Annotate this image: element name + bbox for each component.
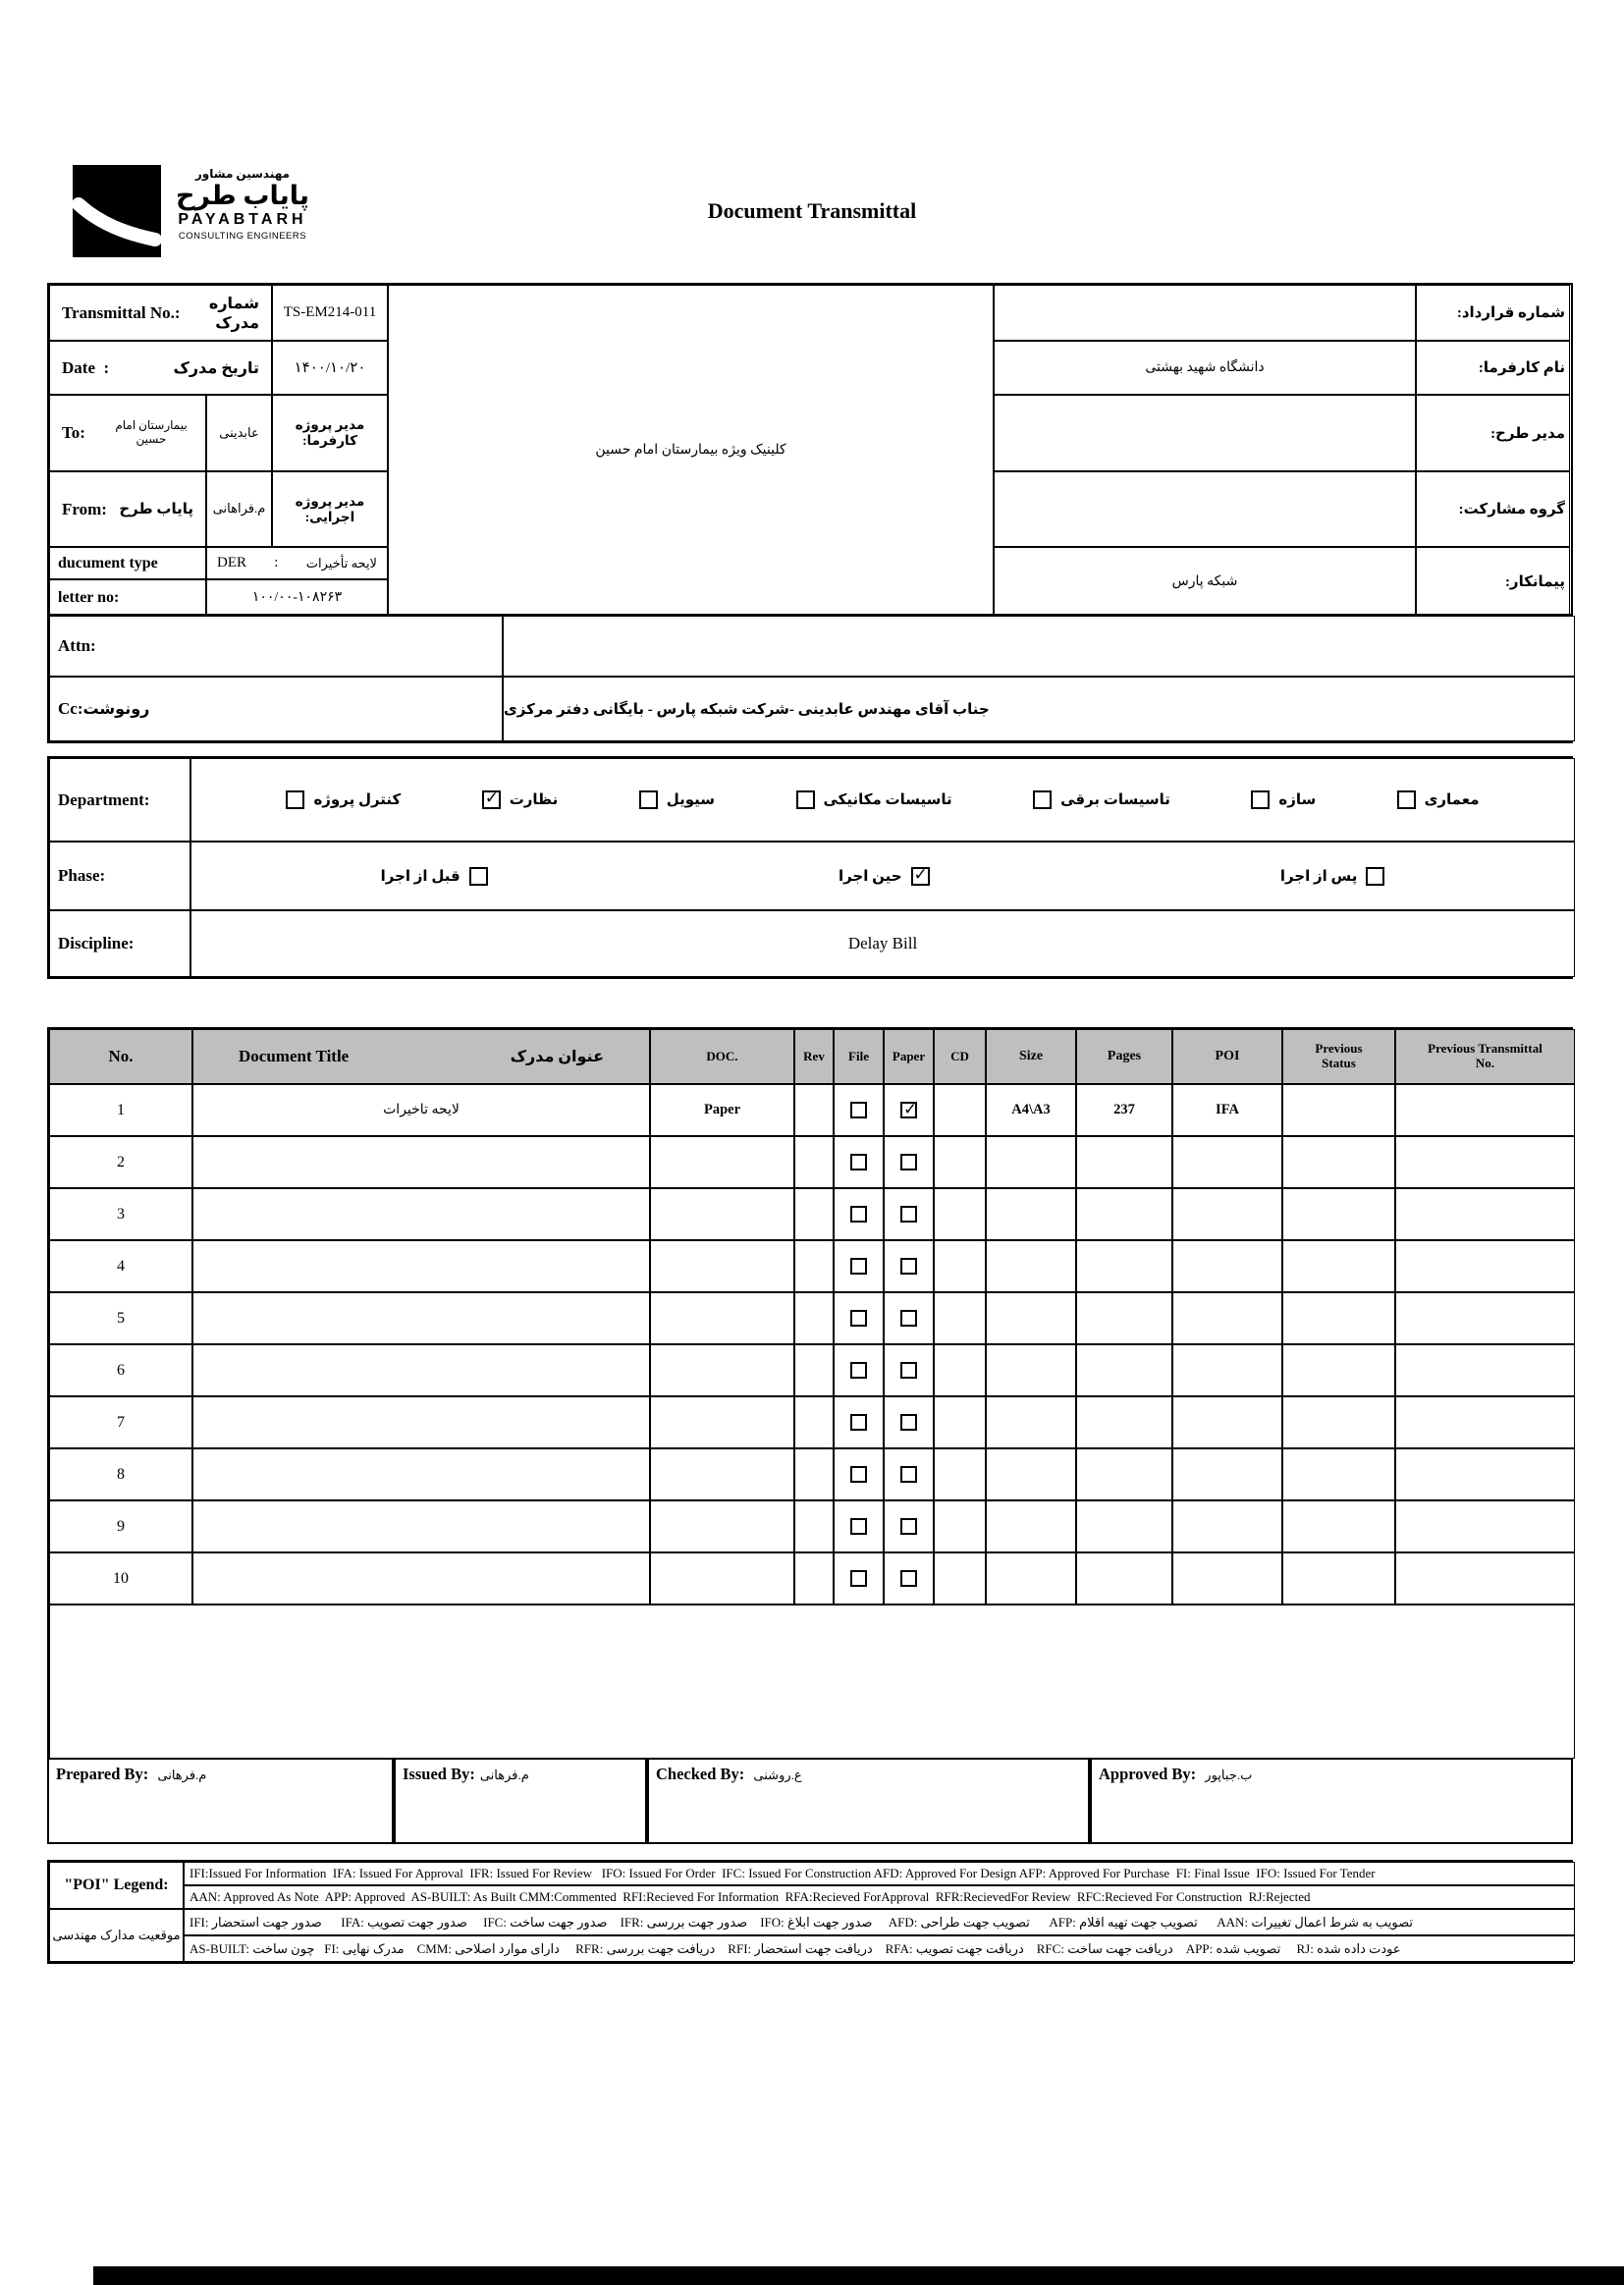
- doc-row-size: [986, 1188, 1076, 1240]
- doc-row-file: [834, 1240, 884, 1292]
- poi-legend-table: [47, 1860, 1573, 1964]
- department-checkbox[interactable]: [1033, 790, 1052, 809]
- doc-row-size: [986, 1552, 1076, 1605]
- document-type-code: DER: [217, 555, 246, 571]
- col-header-pages: Pages: [1076, 1029, 1172, 1084]
- doc-row-file: [834, 1344, 884, 1396]
- logo-name-fa: پایاب طرح: [175, 181, 310, 210]
- doc-row-rev: [794, 1500, 834, 1552]
- classification-table: [47, 756, 1573, 979]
- doc-row-prev-transmittal: [1395, 1344, 1575, 1396]
- poi-legend-en-line2: AAN: Approved As Note APP: Approved AS-BUILT: As Built CMM:Commented RFI:Recieved For Information RFA:Recieved ForApproval RFR:RecievedFor Review RFC:Recieved For Construction RJ:Rejected: [184, 1885, 1575, 1909]
- date-label-fa: تاریخ مدرک: [173, 359, 259, 377]
- document-type-value: [206, 547, 388, 579]
- file-checkbox[interactable]: [850, 1206, 867, 1223]
- department-checkbox[interactable]: [639, 790, 658, 809]
- doc-row-cd: [934, 1292, 986, 1344]
- poi-legend-fa-line2: AS-BUILT: چون ساخت FI: مدرک نهایی CMM: دارای موارد اصلاحی RFR: دریافت جهت بررسی RFI: دریافت جهت استحضار RFA: دریافت جهت تصویب RFC: دریافت جهت ساخت APP: تصویب شده RJ: عودت داده شده: [184, 1935, 1575, 1962]
- transmittal-no-label-fa: شماره مدرک: [208, 295, 259, 332]
- doc-row-poi: [1172, 1500, 1282, 1552]
- doc-row-doc: [650, 1188, 794, 1240]
- jv-group-label: گروه مشارکت:: [1416, 471, 1570, 547]
- doc-row-rev: [794, 1344, 834, 1396]
- paper-checkbox[interactable]: [900, 1258, 917, 1275]
- paper-checkbox[interactable]: [900, 1466, 917, 1483]
- doc-row-size: [986, 1396, 1076, 1448]
- department-label: Department:: [49, 758, 190, 842]
- doc-row-size: [986, 1240, 1076, 1292]
- doc-row-prev-status: [1282, 1552, 1395, 1605]
- doc-row-doc: [650, 1396, 794, 1448]
- department-item: تاسیسات برقی: [1033, 790, 1170, 809]
- from-cell: [49, 471, 206, 547]
- doc-row-poi: [1172, 1552, 1282, 1605]
- department-item: معماری: [1397, 790, 1480, 809]
- from-role-label: مدیر پروژه اجرایی:: [272, 471, 388, 547]
- logo-name-latin: PAYABTARH: [178, 211, 307, 229]
- doc-row-file: [834, 1188, 884, 1240]
- approved-by-label: Approved By:: [1099, 1765, 1201, 1783]
- doc-row-pages: [1076, 1292, 1172, 1344]
- doc-row-file: [834, 1084, 884, 1136]
- checked-by-name: ع.روشنی: [753, 1768, 802, 1782]
- attn-value: [503, 616, 1575, 677]
- paper-checkbox[interactable]: [900, 1102, 917, 1118]
- scan-artifact-bar: [93, 2266, 1624, 2285]
- doc-row-size: [986, 1344, 1076, 1396]
- attn-cc-table: [47, 614, 1573, 743]
- approved-by-name: ب.جباپور: [1205, 1768, 1253, 1782]
- transmittal-no-label-en: Transmittal No.:: [62, 302, 181, 322]
- doc-row-poi: [1172, 1344, 1282, 1396]
- doc-row-rev: [794, 1188, 834, 1240]
- department-checkbox[interactable]: [482, 790, 501, 809]
- paper-checkbox[interactable]: [900, 1310, 917, 1327]
- doc-row-paper: [884, 1188, 934, 1240]
- doc-row-doc: [650, 1500, 794, 1552]
- cc-label-en: Cc:: [58, 699, 83, 718]
- doc-row-doc: Paper: [650, 1084, 794, 1136]
- col-header-prev-transmittal: Previous Transmittal No.: [1395, 1029, 1575, 1084]
- letter-no-label: letter no:: [49, 579, 206, 616]
- design-manager-label: مدیر طرح:: [1416, 395, 1570, 471]
- document-type-separator: :: [274, 555, 279, 571]
- doc-row-cd: [934, 1448, 986, 1500]
- date-value: ۱۴۰۰/۱۰/۲۰: [272, 341, 388, 395]
- col-header-title: [192, 1029, 650, 1084]
- doc-row-pages: [1076, 1344, 1172, 1396]
- poi-legend-fa-line1: IFI: صدور جهت استحضار IFA: صدور جهت تصویب IFC: صدور جهت ساخت IFR: صدور جهت بررسی IFO: صدور جهت ابلاغ AFD: تصویب جهت طراحی AFP: تصویب جهت تهیه اقلام AAN: تصویب به شرط اعمال تغییرات: [184, 1909, 1575, 1935]
- doc-row-pages: [1076, 1188, 1172, 1240]
- doc-row-title: [192, 1448, 650, 1500]
- doc-row-file: [834, 1396, 884, 1448]
- phase-item: حین اجرا ✓: [839, 867, 930, 886]
- doc-row-pages: [1076, 1136, 1172, 1188]
- col-header-paper: Paper: [884, 1029, 934, 1084]
- file-checkbox[interactable]: [850, 1466, 867, 1483]
- paper-checkbox[interactable]: [900, 1570, 917, 1587]
- file-checkbox[interactable]: [850, 1414, 867, 1431]
- page-title: Document Transmittal: [707, 198, 917, 223]
- contractor-value: شبکه پارس: [994, 547, 1416, 616]
- doc-row-no: 1: [49, 1084, 192, 1136]
- prepared-by-cell: [47, 1758, 394, 1844]
- contract-no-label: شماره قرارداد:: [1416, 285, 1570, 341]
- doc-row-title: لایحه تاخیرات: [192, 1084, 650, 1136]
- doc-row-prev-transmittal: [1395, 1500, 1575, 1552]
- document-type-text: لایحه تأخیرات: [305, 555, 377, 571]
- doc-row-title: [192, 1396, 650, 1448]
- document-type-label: ducument type: [49, 547, 206, 579]
- transmittal-info-table: [47, 283, 1573, 618]
- issued-by-cell: [394, 1758, 647, 1844]
- doc-row-prev-transmittal: [1395, 1396, 1575, 1448]
- issued-by-name: م.فرهانی: [479, 1768, 529, 1782]
- checked-by-label: Checked By:: [656, 1765, 749, 1783]
- cc-label-fa: رونوشت: [82, 701, 150, 718]
- doc-row-rev: [794, 1552, 834, 1605]
- doc-row-rev: [794, 1448, 834, 1500]
- prepared-by-label: Prepared By:: [56, 1765, 153, 1783]
- doc-row-pages: [1076, 1500, 1172, 1552]
- doc-row-no: 4: [49, 1240, 192, 1292]
- doc-row-prev-status: [1282, 1240, 1395, 1292]
- doc-row-paper: [884, 1500, 934, 1552]
- attn-label: Attn:: [49, 616, 503, 677]
- file-checkbox[interactable]: [850, 1154, 867, 1170]
- doc-row-poi: [1172, 1396, 1282, 1448]
- poi-legend-en-line1: IFI:Issued For Information IFA: Issued For Approval IFR: Issued For Review IFO: Issued For Order IFC: Issued For Construction AFD: Approved For Design AFP: Approved For Purchase FI: Final Issue IFO: Issued For Tender: [184, 1862, 1575, 1885]
- department-item: سازه: [1251, 790, 1316, 809]
- file-checkbox[interactable]: [850, 1570, 867, 1587]
- client-name-label: نام کارفرما:: [1416, 341, 1570, 395]
- col-header-file: File: [834, 1029, 884, 1084]
- phase-items: [190, 842, 1575, 910]
- department-item: نظارت ✓: [482, 790, 559, 809]
- doc-row-cd: [934, 1344, 986, 1396]
- paper-checkbox[interactable]: [900, 1154, 917, 1170]
- phase-checkbox[interactable]: [469, 867, 488, 886]
- doc-row-title: [192, 1552, 650, 1605]
- department-item: کنترل پروژه: [286, 790, 401, 809]
- paper-checkbox[interactable]: [900, 1206, 917, 1223]
- doc-row-doc: [650, 1292, 794, 1344]
- to-label: To:: [62, 423, 85, 442]
- phase-checkbox[interactable]: [1366, 867, 1384, 886]
- doc-row-prev-transmittal: [1395, 1552, 1575, 1605]
- doc-row-no: 10: [49, 1552, 192, 1605]
- doc-row-paper: [884, 1396, 934, 1448]
- doc-row-file: [834, 1500, 884, 1552]
- doc-row-cd: [934, 1552, 986, 1605]
- phase-checkbox[interactable]: [911, 867, 930, 886]
- department-checkbox[interactable]: [796, 790, 815, 809]
- letter-no-value: ۱۰۰/۰۰-۱۰۸۲۶۳: [206, 579, 388, 616]
- document-list-table: [47, 1027, 1573, 1761]
- doc-row-paper: [884, 1136, 934, 1188]
- from-label: From:: [62, 499, 107, 518]
- phase-label: Phase:: [49, 842, 190, 910]
- doc-row-prev-transmittal: [1395, 1188, 1575, 1240]
- doc-row-doc: [650, 1552, 794, 1605]
- doc-row-prev-status: [1282, 1448, 1395, 1500]
- doc-row-rev: [794, 1084, 834, 1136]
- doc-row-prev-status: [1282, 1500, 1395, 1552]
- doc-row-poi: IFA: [1172, 1084, 1282, 1136]
- doc-row-title: [192, 1136, 650, 1188]
- doc-row-no: 6: [49, 1344, 192, 1396]
- doc-row-cd: [934, 1240, 986, 1292]
- doc-row-no: 8: [49, 1448, 192, 1500]
- doc-row-title: [192, 1292, 650, 1344]
- design-manager-value: [994, 395, 1416, 471]
- doc-row-file: [834, 1448, 884, 1500]
- paper-checkbox[interactable]: [900, 1362, 917, 1379]
- col-header-cd: CD: [934, 1029, 986, 1084]
- to-value: بیمارستان امام حسین: [115, 418, 188, 446]
- doc-row-rev: [794, 1240, 834, 1292]
- doc-row-title: [192, 1500, 650, 1552]
- doc-row-prev-transmittal: [1395, 1448, 1575, 1500]
- col-header-no: No.: [49, 1029, 192, 1084]
- doc-row-prev-status: [1282, 1136, 1395, 1188]
- doc-row-prev-status: [1282, 1084, 1395, 1136]
- approved-by-cell: [1090, 1758, 1573, 1844]
- doc-row-doc: [650, 1448, 794, 1500]
- col-header-title-en: Document Title: [239, 1047, 350, 1065]
- paper-checkbox[interactable]: [900, 1414, 917, 1431]
- doc-row-prev-status: [1282, 1292, 1395, 1344]
- doc-row-size: [986, 1292, 1076, 1344]
- col-header-title-fa: عنوان مدرک: [510, 1049, 604, 1065]
- doc-row-no: 7: [49, 1396, 192, 1448]
- doc-row-paper: [884, 1552, 934, 1605]
- to-cell: [49, 395, 206, 471]
- doc-row-prev-transmittal: [1395, 1136, 1575, 1188]
- doc-row-doc: [650, 1136, 794, 1188]
- doc-row-poi: [1172, 1188, 1282, 1240]
- phase-item: پس از اجرا: [1280, 867, 1385, 886]
- department-item: سیویل: [639, 790, 715, 809]
- discipline-value: Delay Bill: [190, 910, 1575, 977]
- doc-row-rev: [794, 1292, 834, 1344]
- file-checkbox[interactable]: [850, 1102, 867, 1118]
- date-label: [49, 341, 272, 395]
- file-checkbox[interactable]: [850, 1310, 867, 1327]
- doc-row-title: [192, 1344, 650, 1396]
- department-checkbox[interactable]: [1397, 790, 1416, 809]
- doc-row-poi: [1172, 1292, 1282, 1344]
- contract-no-value: [994, 285, 1416, 341]
- legend-fa-label: موقعیت مدارک مهندسی: [49, 1909, 184, 1962]
- date-label-en: Date :: [62, 357, 110, 377]
- to-person: عابدینی: [206, 395, 272, 471]
- transmittal-no-value: TS-EM214-011: [272, 285, 388, 341]
- col-header-poi: POI: [1172, 1029, 1282, 1084]
- doc-row-file: [834, 1136, 884, 1188]
- doc-row-poi: [1172, 1448, 1282, 1500]
- department-item: تاسیسات مکانیکی: [796, 790, 952, 809]
- prepared-by-name: م.فرهانی: [157, 1768, 207, 1782]
- doc-row-doc: [650, 1344, 794, 1396]
- doc-row-prev-status: [1282, 1188, 1395, 1240]
- doc-row-size: [986, 1500, 1076, 1552]
- cc-label: [49, 677, 503, 741]
- doc-row-no: 9: [49, 1500, 192, 1552]
- doc-row-pages: [1076, 1448, 1172, 1500]
- doc-row-prev-status: [1282, 1344, 1395, 1396]
- doc-row-paper: [884, 1084, 934, 1136]
- cc-value: جناب آقای مهندس عابدینی -شرکت شبکه پارس - بایگانی دفتر مرکزی: [503, 677, 1575, 741]
- transmittal-no-label: [49, 285, 272, 341]
- from-value: پایاب طرح: [119, 502, 193, 517]
- doc-table-empty-area: [49, 1605, 1575, 1759]
- doc-row-pages: [1076, 1552, 1172, 1605]
- phase-item: قبل از اجرا: [381, 867, 488, 886]
- doc-row-paper: [884, 1448, 934, 1500]
- discipline-label: Discipline:: [49, 910, 190, 977]
- jv-group-value: [994, 471, 1416, 547]
- doc-row-pages: [1076, 1396, 1172, 1448]
- logo-subtitle: CONSULTING ENGINEERS: [178, 231, 307, 243]
- to-role-label: مدیر پروژه کارفرما:: [272, 395, 388, 471]
- doc-row-poi: [1172, 1136, 1282, 1188]
- file-checkbox[interactable]: [850, 1362, 867, 1379]
- doc-row-cd: [934, 1136, 986, 1188]
- doc-row-no: 5: [49, 1292, 192, 1344]
- doc-row-cd: [934, 1084, 986, 1136]
- doc-row-paper: [884, 1344, 934, 1396]
- client-name-value: دانشگاه شهید بهشتی: [994, 341, 1416, 395]
- doc-row-prev-transmittal: [1395, 1292, 1575, 1344]
- doc-row-size: [986, 1136, 1076, 1188]
- department-checkbox[interactable]: [1251, 790, 1270, 809]
- doc-row-prev-transmittal: [1395, 1084, 1575, 1136]
- poi-legend-label: "POI" Legend:: [49, 1862, 184, 1909]
- doc-row-title: [192, 1188, 650, 1240]
- doc-row-file: [834, 1552, 884, 1605]
- doc-row-cd: [934, 1396, 986, 1448]
- checked-by-cell: [647, 1758, 1090, 1844]
- col-header-doc: DOC.: [650, 1029, 794, 1084]
- col-header-rev: Rev: [794, 1029, 834, 1084]
- doc-row-poi: [1172, 1240, 1282, 1292]
- doc-row-title: [192, 1240, 650, 1292]
- doc-row-cd: [934, 1188, 986, 1240]
- doc-row-prev-status: [1282, 1396, 1395, 1448]
- col-header-prev-status: Previous Status: [1282, 1029, 1395, 1084]
- doc-row-cd: [934, 1500, 986, 1552]
- issued-by-label: Issued By:: [403, 1765, 475, 1783]
- doc-row-no: 2: [49, 1136, 192, 1188]
- doc-row-pages: [1076, 1240, 1172, 1292]
- doc-row-file: [834, 1292, 884, 1344]
- department-checkbox[interactable]: [286, 790, 304, 809]
- doc-row-prev-transmittal: [1395, 1240, 1575, 1292]
- doc-row-doc: [650, 1240, 794, 1292]
- doc-row-rev: [794, 1396, 834, 1448]
- doc-row-size: [986, 1448, 1076, 1500]
- doc-row-size: A4\A3: [986, 1084, 1076, 1136]
- signature-row: [47, 1758, 1573, 1844]
- contractor-label: پیمانکار:: [1416, 547, 1570, 616]
- doc-row-no: 3: [49, 1188, 192, 1240]
- department-items: [190, 758, 1575, 842]
- paper-checkbox[interactable]: [900, 1518, 917, 1535]
- doc-row-rev: [794, 1136, 834, 1188]
- col-header-size: Size: [986, 1029, 1076, 1084]
- doc-row-paper: [884, 1240, 934, 1292]
- file-checkbox[interactable]: [850, 1258, 867, 1275]
- doc-row-pages: 237: [1076, 1084, 1172, 1136]
- file-checkbox[interactable]: [850, 1518, 867, 1535]
- logo-tagline: مهندسین مشاور: [194, 167, 291, 181]
- doc-row-paper: [884, 1292, 934, 1344]
- from-person: م.فراهانی: [206, 471, 272, 547]
- project-name: کلینیک ویژه بیمارستان امام حسین: [388, 285, 994, 616]
